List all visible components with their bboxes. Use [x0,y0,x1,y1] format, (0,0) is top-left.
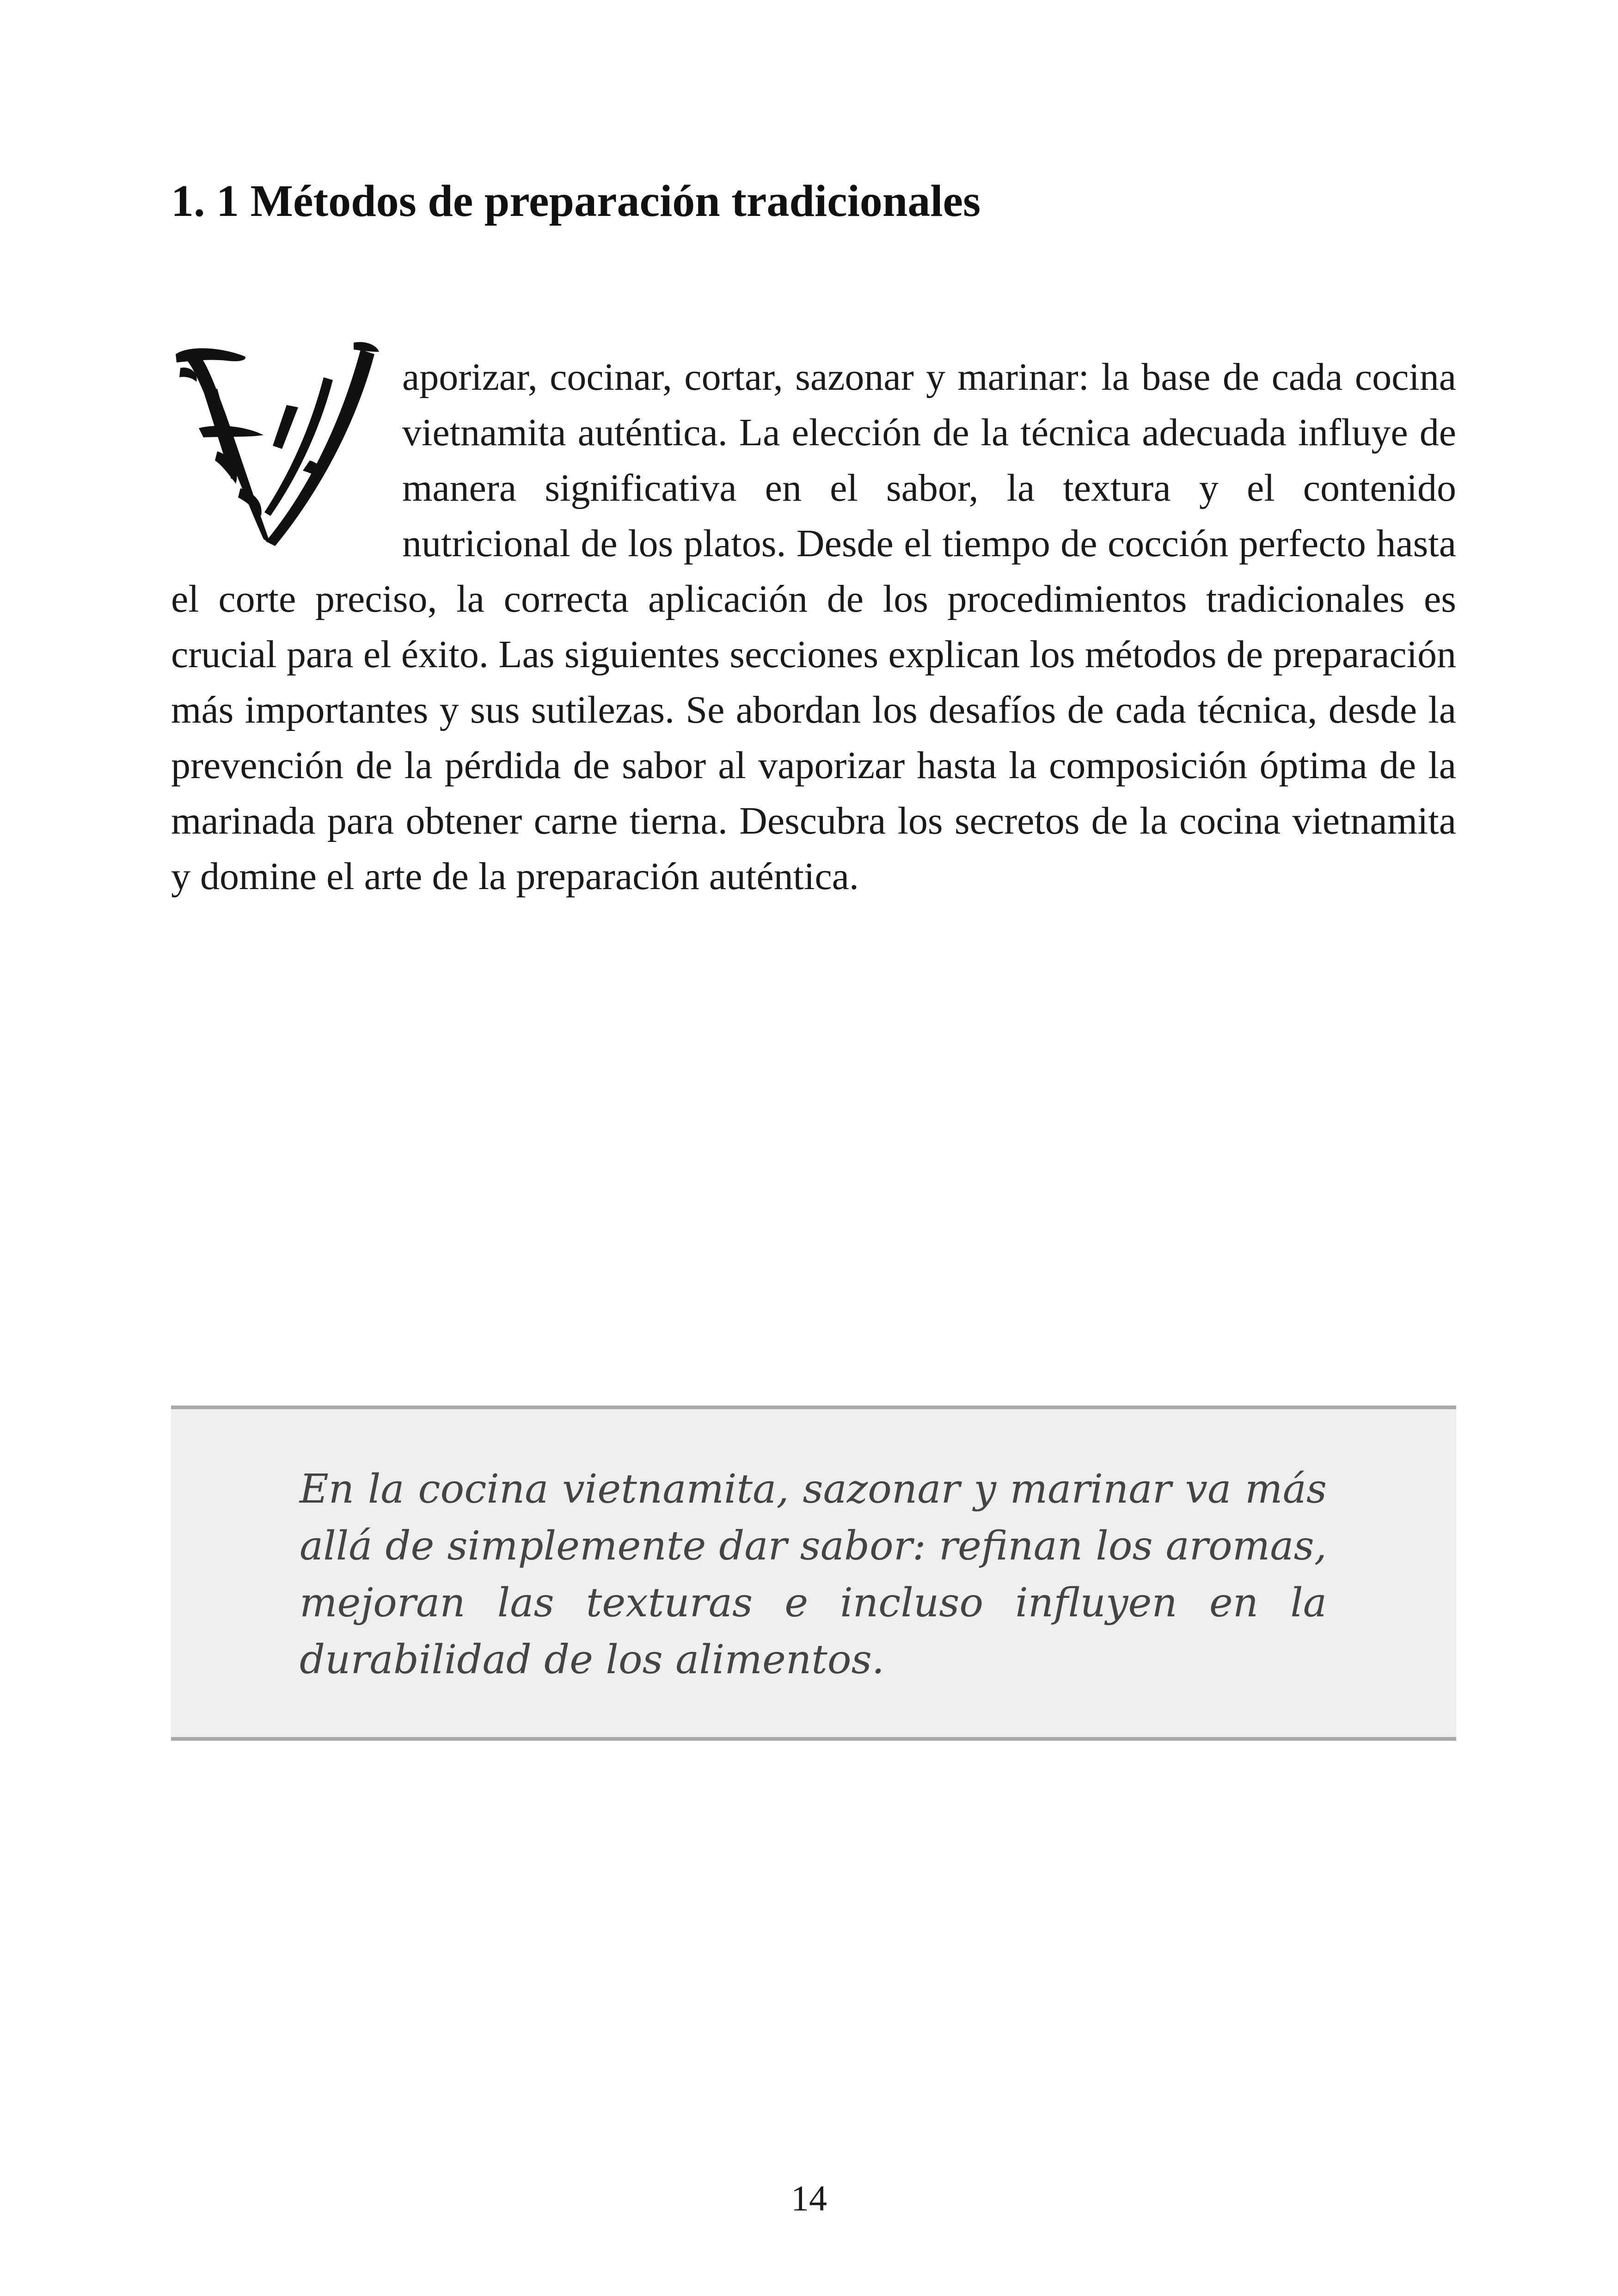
intro-paragraph [171,350,1456,904]
callout-quote: En la cocina vietnamita, sazonar y marinar va más allá de simplemente dar sabor: refinan los aromas, mejoran las texturas e incluso influyen en la durabilidad de los alimentos. [300,1466,1327,1683]
dropcap-letter-v [171,340,402,558]
brush-dropcap-icon [171,340,388,553]
intro-text: aporizar, cocinar, cortar, sazonar y marinar: la base de cada cocina vietnamita auténtica. La elección de la técnica adecuada influye de manera significativa en el sabor, la textura y el contenido nutricional de los platos. Desde el tiempo de cocción perfecto hasta el corte preciso, la correcta aplicación de los procedimientos tradicionales es crucial para el éxito. Las siguientes secciones explican los métodos de preparación más importantes y sus sutilezas. Se abordan los desafíos de cada técnica, desde la prevención de la pérdida de sabor al vaporizar hasta la composición óptima de la marinada para obtener carne tierna. Descubra los secretos de la cocina vietnamita y domine el arte de la preparación auténtica. [171,356,1456,898]
callout-box [171,1406,1456,1741]
section-title: 1. 1 Métodos de preparación tradicionales [171,176,981,226]
page-number: 14 [791,2178,827,2218]
